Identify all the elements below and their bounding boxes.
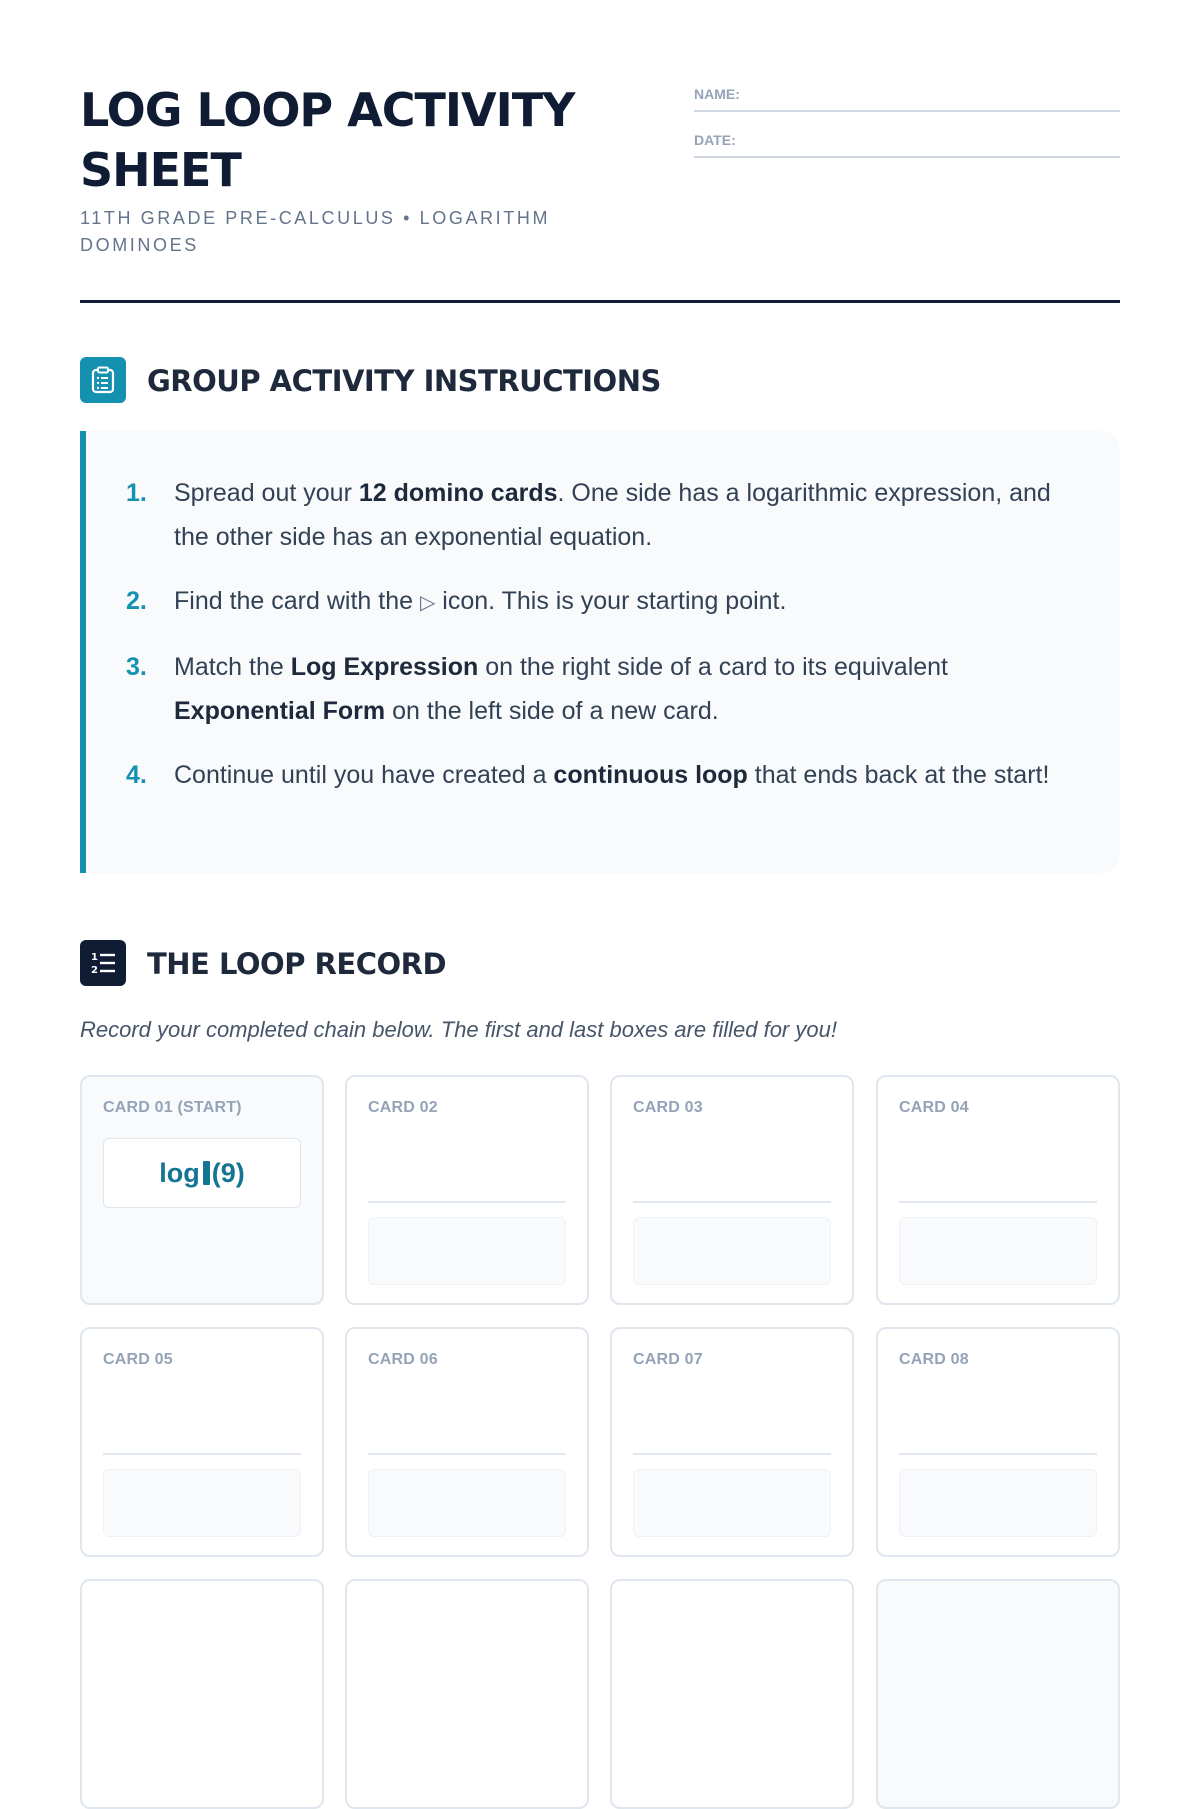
- card-slot-03: [610, 1075, 854, 1305]
- step-text: Spread out your 12 domino cards. One side has a logarithmic expression, and the other side has an exponential equation.: [174, 479, 1051, 551]
- loop-record-title: THE LOOP RECORD: [147, 947, 447, 981]
- card-slot-05: [80, 1327, 324, 1557]
- card-label: CARD 03: [633, 1099, 703, 1116]
- card-slot-11: [610, 1579, 854, 1809]
- date-label: DATE:: [694, 132, 736, 148]
- card-label: CARD 02: [368, 1099, 438, 1116]
- answer-line[interactable]: [103, 1453, 301, 1455]
- answer-line[interactable]: [633, 1201, 831, 1203]
- step-number: 1.: [126, 479, 147, 507]
- step-text: Match the Log Expression on the right side of a card to its equivalent Exponential Form on the left side of a new card.: [174, 653, 949, 725]
- page-title: LOG LOOP ACTIVITY SHEET: [80, 83, 575, 197]
- instruction-step: [126, 471, 1056, 559]
- card-slot-08: [876, 1327, 1120, 1557]
- card-label: CARD 06: [368, 1351, 438, 1368]
- svg-text:1: 1: [91, 952, 98, 963]
- loop-record-header: [80, 940, 1120, 986]
- card-label: CARD 05: [103, 1351, 173, 1368]
- card-slot-09: [80, 1579, 324, 1809]
- instruction-step: [126, 645, 1056, 733]
- card-slot-06: [345, 1327, 589, 1557]
- card-slot-12: [876, 1579, 1120, 1809]
- instructions-title: GROUP ACTIVITY INSTRUCTIONS: [147, 364, 661, 398]
- step-number: 4.: [126, 761, 147, 789]
- step-number: 2.: [126, 587, 147, 615]
- step-number: 3.: [126, 653, 147, 681]
- answer-box[interactable]: [633, 1469, 831, 1537]
- answer-box[interactable]: [103, 1469, 301, 1537]
- card-slot-02: [345, 1075, 589, 1305]
- card-slot-10: [345, 1579, 589, 1809]
- card-slot-04: [876, 1075, 1120, 1305]
- instruction-step: [126, 579, 1056, 625]
- card-slot-07: [610, 1327, 854, 1557]
- page-subtitle: 11TH GRADE PRE-CALCULUS • LOGARITHM DOMINOES: [80, 208, 551, 255]
- play-icon: ▷: [419, 592, 436, 614]
- answer-box[interactable]: [368, 1469, 566, 1537]
- answer-box[interactable]: [899, 1217, 1097, 1285]
- name-label: NAME:: [694, 86, 740, 102]
- card-label: CARD 08: [899, 1351, 969, 1368]
- log-base-glyph: [203, 1161, 210, 1185]
- clipboard-icon: [80, 357, 126, 403]
- answer-box[interactable]: [633, 1217, 831, 1285]
- answer-box[interactable]: [368, 1217, 566, 1285]
- header-divider: [80, 300, 1120, 303]
- instruction-step: [126, 753, 1056, 797]
- answer-line[interactable]: [633, 1453, 831, 1455]
- answer-box[interactable]: [899, 1469, 1097, 1537]
- answer-line[interactable]: [899, 1453, 1097, 1455]
- instructions-header: [80, 357, 1120, 403]
- instructions-panel: [80, 431, 1120, 873]
- card-expression: log (9): [103, 1138, 301, 1208]
- step-text: Continue until you have created a continuous loop that ends back at the start!: [174, 761, 1050, 789]
- answer-line[interactable]: [368, 1453, 566, 1455]
- card-label: CARD 04: [899, 1099, 969, 1116]
- answer-line[interactable]: [899, 1201, 1097, 1203]
- numbered-list-icon: [80, 940, 126, 986]
- loop-record-caption: Record your completed chain below. The first and last boxes are filled for you!: [80, 1017, 837, 1042]
- activity-sheet: [80, 0, 1120, 1600]
- card-slot-01: [80, 1075, 324, 1305]
- name-field[interactable]: [694, 82, 1120, 112]
- date-field[interactable]: [694, 128, 1120, 158]
- step-text: Find the card with the ▷ icon. This is your starting point.: [174, 587, 787, 615]
- instructions-list: [126, 471, 1056, 817]
- svg-text:2: 2: [91, 965, 98, 976]
- answer-line[interactable]: [368, 1201, 566, 1203]
- card-label: CARD 07: [633, 1351, 703, 1368]
- card-label: CARD 01 (START): [103, 1099, 242, 1116]
